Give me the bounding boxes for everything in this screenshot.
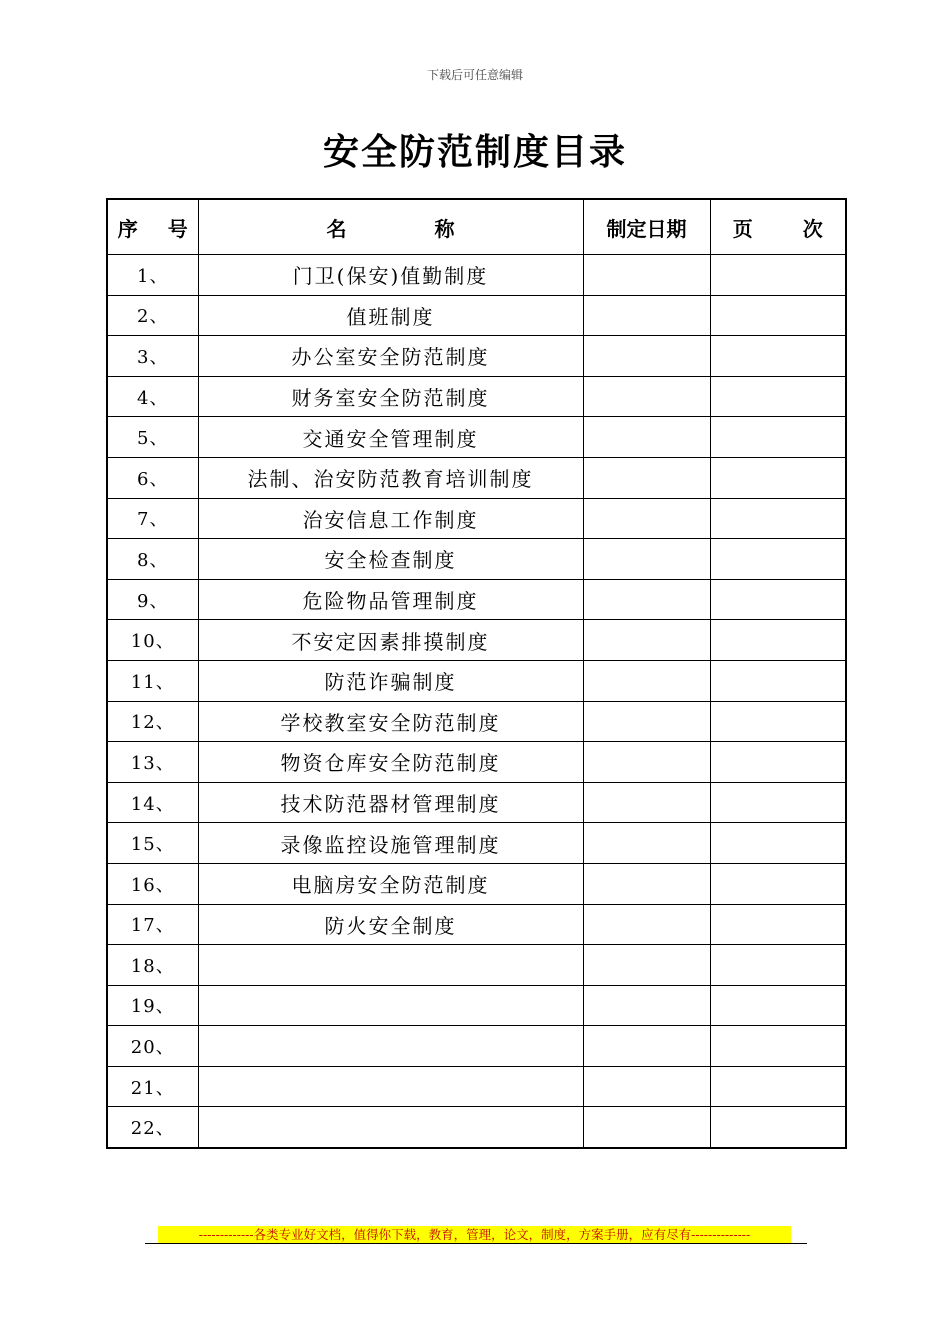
row-page-cell (710, 985, 846, 1026)
row-seq-cell: 12、 (107, 701, 198, 742)
row-page-cell (710, 1066, 846, 1107)
row-seq-cell: 4、 (107, 376, 198, 417)
row-seq-cell: 2、 (107, 295, 198, 336)
table-row (107, 457, 846, 498)
row-seq-cell: 19、 (107, 985, 198, 1026)
row-seq-cell: 22、 (107, 1107, 198, 1148)
table-row (107, 863, 846, 904)
row-name-cell: 学校教室安全防范制度 (198, 701, 583, 742)
column-header-seq (107, 199, 198, 255)
table-row (107, 742, 846, 783)
table-row (107, 336, 846, 377)
row-date-cell (583, 742, 710, 783)
row-seq-cell: 13、 (107, 742, 198, 783)
footer-divider (145, 1243, 807, 1244)
table-row (107, 376, 846, 417)
row-page-cell (710, 782, 846, 823)
column-header-page (710, 199, 846, 255)
row-page-cell (710, 863, 846, 904)
row-date-cell (583, 457, 710, 498)
row-seq-cell: 5、 (107, 417, 198, 458)
row-name-cell: 危险物品管理制度 (198, 579, 583, 620)
row-name-cell: 电脑房安全防范制度 (198, 863, 583, 904)
row-date-cell (583, 620, 710, 661)
table-row (107, 579, 846, 620)
table-row (107, 1026, 846, 1067)
row-seq-cell: 21、 (107, 1066, 198, 1107)
row-date-cell (583, 376, 710, 417)
row-name-cell (198, 1026, 583, 1067)
header-note: 下载后可任意编辑 (426, 68, 523, 82)
row-page-cell (710, 904, 846, 945)
row-date-cell (583, 985, 710, 1026)
toc-body (107, 255, 846, 1149)
row-page-cell (710, 539, 846, 580)
row-date-cell (583, 1107, 710, 1148)
table-row (107, 701, 846, 742)
row-name-cell (198, 1066, 583, 1107)
row-date-cell (583, 539, 710, 580)
row-page-cell (710, 579, 846, 620)
row-name-cell: 防范诈骗制度 (198, 660, 583, 701)
table-row (107, 295, 846, 336)
row-date-cell (583, 498, 710, 539)
row-page-cell (710, 376, 846, 417)
header-page-char-1: 页 (732, 216, 753, 241)
row-name-cell (198, 985, 583, 1026)
row-seq-cell: 7、 (107, 498, 198, 539)
table-row (107, 417, 846, 458)
row-name-cell: 不安定因素排摸制度 (198, 620, 583, 661)
row-name-cell (198, 1107, 583, 1148)
table-row (107, 255, 846, 296)
row-page-cell (710, 660, 846, 701)
row-date-cell (583, 823, 710, 864)
row-date-cell (583, 701, 710, 742)
row-name-cell: 财务室安全防范制度 (198, 376, 583, 417)
table-row (107, 985, 846, 1026)
row-page-cell (710, 457, 846, 498)
row-date-cell (583, 336, 710, 377)
row-page-cell (710, 701, 846, 742)
table-row (107, 498, 846, 539)
row-date-cell (583, 1066, 710, 1107)
table-row (107, 660, 846, 701)
row-name-cell: 治安信息工作制度 (198, 498, 583, 539)
page-title: 安全防范制度目录 (322, 132, 627, 173)
row-page-cell (710, 823, 846, 864)
row-seq-cell: 16、 (107, 863, 198, 904)
toc-table (106, 198, 847, 1149)
row-name-cell: 录像监控设施管理制度 (198, 823, 583, 864)
row-page-cell (710, 742, 846, 783)
row-seq-cell: 6、 (107, 457, 198, 498)
row-date-cell (583, 1026, 710, 1067)
row-page-cell (710, 336, 846, 377)
row-page-cell (710, 945, 846, 986)
row-seq-cell: 9、 (107, 579, 198, 620)
header-name-char-2: 称 (434, 216, 455, 241)
row-page-cell (710, 498, 846, 539)
table-row (107, 782, 846, 823)
table-row (107, 539, 846, 580)
row-name-cell: 值班制度 (198, 295, 583, 336)
row-page-cell (710, 1026, 846, 1067)
row-name-cell: 物资仓库安全防范制度 (198, 742, 583, 783)
row-date-cell (583, 782, 710, 823)
row-date-cell (583, 579, 710, 620)
header-name-char-1: 名 (326, 216, 347, 241)
row-name-cell: 法制、治安防范教育培训制度 (198, 457, 583, 498)
row-seq-cell: 18、 (107, 945, 198, 986)
row-date-cell (583, 255, 710, 296)
table-row (107, 904, 846, 945)
row-date-cell (583, 945, 710, 986)
column-header-date: 制定日期 (583, 199, 710, 255)
header-page-char-2: 次 (802, 216, 823, 241)
row-seq-cell: 1、 (107, 255, 198, 296)
row-page-cell (710, 620, 846, 661)
row-seq-cell: 14、 (107, 782, 198, 823)
row-name-cell: 办公室安全防范制度 (198, 336, 583, 377)
column-header-name (198, 199, 583, 255)
row-page-cell (710, 417, 846, 458)
header-seq-char-1: 序 (117, 216, 138, 241)
table-row (107, 945, 846, 986)
row-seq-cell: 11、 (107, 660, 198, 701)
row-name-cell: 防火安全制度 (198, 904, 583, 945)
row-seq-cell: 17、 (107, 904, 198, 945)
table-row (107, 1107, 846, 1148)
row-name-cell: 安全检查制度 (198, 539, 583, 580)
row-seq-cell: 20、 (107, 1026, 198, 1067)
row-name-cell: 交通安全管理制度 (198, 417, 583, 458)
table-header-row (107, 199, 846, 255)
row-page-cell (710, 255, 846, 296)
row-date-cell (583, 904, 710, 945)
row-date-cell (583, 863, 710, 904)
row-date-cell (583, 295, 710, 336)
row-page-cell (710, 1107, 846, 1148)
row-name-cell: 技术防范器材管理制度 (198, 782, 583, 823)
table-row (107, 823, 846, 864)
footer-banner: -------------各类专业好文档，值得你下载，教育，管理，论文，制度，方案手册，应有尽有-------------- (158, 1226, 791, 1244)
header-seq-char-2: 号 (167, 216, 188, 241)
row-name-cell (198, 945, 583, 986)
row-date-cell (583, 660, 710, 701)
row-seq-cell: 15、 (107, 823, 198, 864)
row-seq-cell: 10、 (107, 620, 198, 661)
row-seq-cell: 3、 (107, 336, 198, 377)
table-row (107, 620, 846, 661)
row-seq-cell: 8、 (107, 539, 198, 580)
row-page-cell (710, 295, 846, 336)
table-row (107, 1066, 846, 1107)
row-name-cell: 门卫(保安)值勤制度 (198, 255, 583, 296)
row-date-cell (583, 417, 710, 458)
